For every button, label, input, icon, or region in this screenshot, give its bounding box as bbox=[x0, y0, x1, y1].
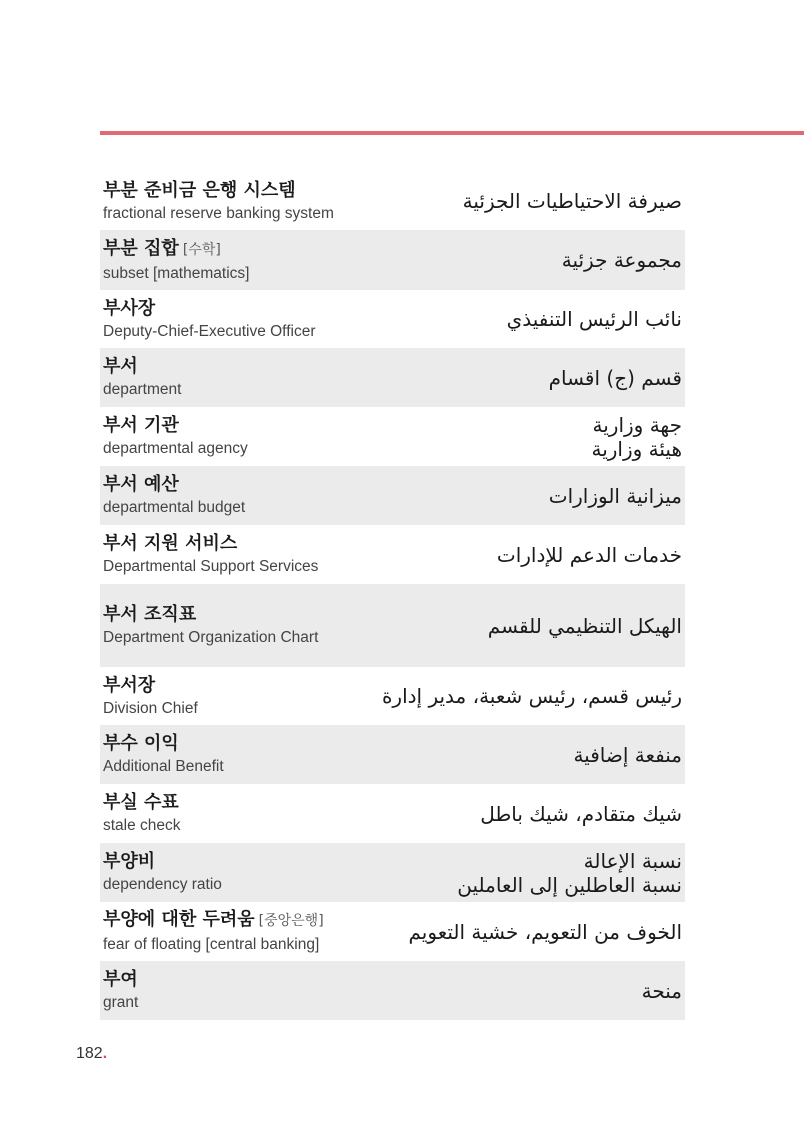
korean-term bbox=[103, 968, 138, 991]
arabic-translation-line: مجموعة جزئية bbox=[561, 248, 682, 272]
english-term: departmental budget bbox=[103, 499, 246, 516]
english-term: departmental agency bbox=[103, 440, 248, 457]
english-term: department bbox=[103, 381, 182, 398]
korean-term-text: 부여 bbox=[103, 969, 138, 990]
page-number-value: 182 bbox=[76, 1045, 103, 1062]
arabic-translation bbox=[409, 920, 683, 944]
arabic-translation bbox=[573, 743, 682, 767]
arabic-translation bbox=[457, 849, 682, 897]
korean-term-text: 부서 기관 bbox=[103, 415, 179, 436]
english-term: Division Chief bbox=[103, 699, 198, 717]
korean-term bbox=[103, 908, 324, 933]
entry-source-terms bbox=[103, 179, 334, 224]
english-term: dependency ratio bbox=[103, 876, 222, 893]
glossary-entry bbox=[100, 525, 685, 584]
entry-source-terms bbox=[103, 237, 249, 284]
arabic-translation-line: نسبة الإعالة bbox=[583, 848, 682, 873]
korean-term bbox=[103, 355, 181, 378]
glossary-entry bbox=[100, 584, 685, 667]
arabic-translation-line: جهة وزارية bbox=[592, 412, 682, 437]
glossary-entry bbox=[100, 230, 685, 290]
english-term: Deputy-Chief-Executive Officer bbox=[103, 322, 316, 340]
arabic-translation bbox=[382, 684, 682, 708]
arabic-translation bbox=[549, 366, 682, 390]
korean-term bbox=[103, 297, 316, 320]
korean-term-text: 부실 수표 bbox=[103, 792, 179, 813]
glossary-entry bbox=[100, 902, 685, 961]
arabic-translation bbox=[463, 189, 682, 213]
korean-term bbox=[103, 179, 334, 202]
glossary-entry bbox=[100, 290, 685, 348]
korean-term-text: 부사장 bbox=[103, 297, 156, 319]
arabic-translation-line: الهيكل التنظيمي للقسم bbox=[487, 613, 682, 638]
glossary-entry bbox=[100, 725, 685, 784]
korean-term-text: 부양비 bbox=[103, 851, 156, 872]
korean-term bbox=[103, 532, 318, 555]
korean-term-text: 부분 준비금 은행 시스템 bbox=[103, 179, 296, 201]
entry-source-terms bbox=[103, 473, 245, 518]
glossary-entries bbox=[100, 172, 685, 1020]
korean-term-text: 부양에 대한 두려움 bbox=[103, 909, 255, 930]
arabic-translation-line: ميزانية الوزارات bbox=[548, 483, 682, 508]
korean-term-domain-tag: [중앙은행] bbox=[258, 913, 324, 929]
korean-term-text: 부서 bbox=[103, 356, 138, 377]
korean-term bbox=[103, 791, 181, 814]
arabic-translation bbox=[480, 802, 682, 826]
korean-term bbox=[103, 674, 198, 697]
glossary-entry bbox=[100, 348, 685, 407]
arabic-translation bbox=[497, 543, 682, 567]
entry-source-terms bbox=[103, 908, 324, 955]
korean-term bbox=[103, 603, 318, 626]
arabic-translation bbox=[642, 979, 682, 1003]
entry-source-terms bbox=[103, 355, 181, 400]
english-term: subset [mathematics] bbox=[103, 264, 250, 282]
page-number-dot: . bbox=[102, 1045, 108, 1062]
glossary-entry bbox=[100, 407, 685, 466]
arabic-translation-line: خدمات الدعم للإدارات bbox=[496, 542, 682, 567]
arabic-translation bbox=[488, 614, 682, 638]
arabic-translation-line: نائب الرئيس التنفيذي bbox=[506, 307, 682, 331]
entry-source-terms bbox=[103, 603, 318, 648]
korean-term-text: 부서 예산 bbox=[103, 474, 179, 495]
arabic-translation-line: نسبة العاطلين إلى العاملين bbox=[457, 872, 682, 897]
entry-source-terms bbox=[103, 850, 222, 895]
arabic-translation-line: هيئة وزارية bbox=[591, 436, 682, 461]
english-term: grant bbox=[103, 994, 139, 1011]
korean-term-domain-tag: [수학] bbox=[182, 241, 221, 258]
korean-term bbox=[103, 850, 222, 873]
glossary-entry bbox=[100, 466, 685, 525]
entry-source-terms bbox=[103, 732, 224, 777]
english-term: fractional reserve banking system bbox=[103, 204, 334, 222]
entry-source-terms bbox=[103, 414, 248, 459]
english-term: Departmental Support Services bbox=[103, 558, 319, 575]
glossary-entry bbox=[100, 667, 685, 725]
korean-term bbox=[103, 414, 248, 437]
arabic-translation-line: قسم (ج) اقسام bbox=[548, 365, 682, 390]
korean-term-text: 부서 지원 서비스 bbox=[103, 533, 238, 554]
korean-term bbox=[103, 237, 249, 262]
entry-source-terms bbox=[103, 297, 316, 342]
header-rule bbox=[100, 131, 804, 135]
entry-source-terms bbox=[103, 791, 181, 836]
arabic-translation bbox=[507, 307, 682, 331]
glossary-entry bbox=[100, 784, 685, 843]
page-number bbox=[76, 1045, 107, 1063]
entry-source-terms bbox=[103, 674, 198, 719]
entry-source-terms bbox=[103, 968, 138, 1013]
arabic-translation-line: رئيس قسم، رئيس شعبة، مدير إدارة bbox=[381, 684, 682, 708]
korean-term-text: 부서 조직표 bbox=[103, 604, 197, 625]
korean-term bbox=[103, 473, 245, 496]
arabic-translation-line: صيرفة الاحتياطيات الجزئية bbox=[462, 189, 682, 213]
english-term: Department Organization Chart bbox=[103, 629, 319, 646]
entry-source-terms bbox=[103, 532, 318, 577]
glossary-entry bbox=[100, 172, 685, 230]
arabic-translation-line: منفعة إضافية bbox=[573, 742, 682, 767]
english-term: fear of floating [central banking] bbox=[103, 936, 320, 953]
english-term: Additional Benefit bbox=[103, 758, 224, 775]
glossary-entry bbox=[100, 961, 685, 1020]
arabic-translation-line: الخوف من التعويم، خشية التعويم bbox=[408, 919, 682, 944]
korean-term-text: 부수 이익 bbox=[103, 733, 179, 754]
korean-term-text: 부서장 bbox=[103, 674, 156, 696]
arabic-translation-line: شيك متقادم، شيك باطل bbox=[480, 801, 682, 826]
korean-term-text: 부분 집합 bbox=[103, 237, 179, 259]
glossary-entry bbox=[100, 843, 685, 902]
arabic-translation-line: منحة bbox=[641, 978, 682, 1003]
arabic-translation bbox=[562, 248, 682, 272]
arabic-translation bbox=[591, 413, 682, 461]
arabic-translation bbox=[549, 484, 682, 508]
english-term: stale check bbox=[103, 817, 181, 834]
korean-term bbox=[103, 732, 224, 755]
